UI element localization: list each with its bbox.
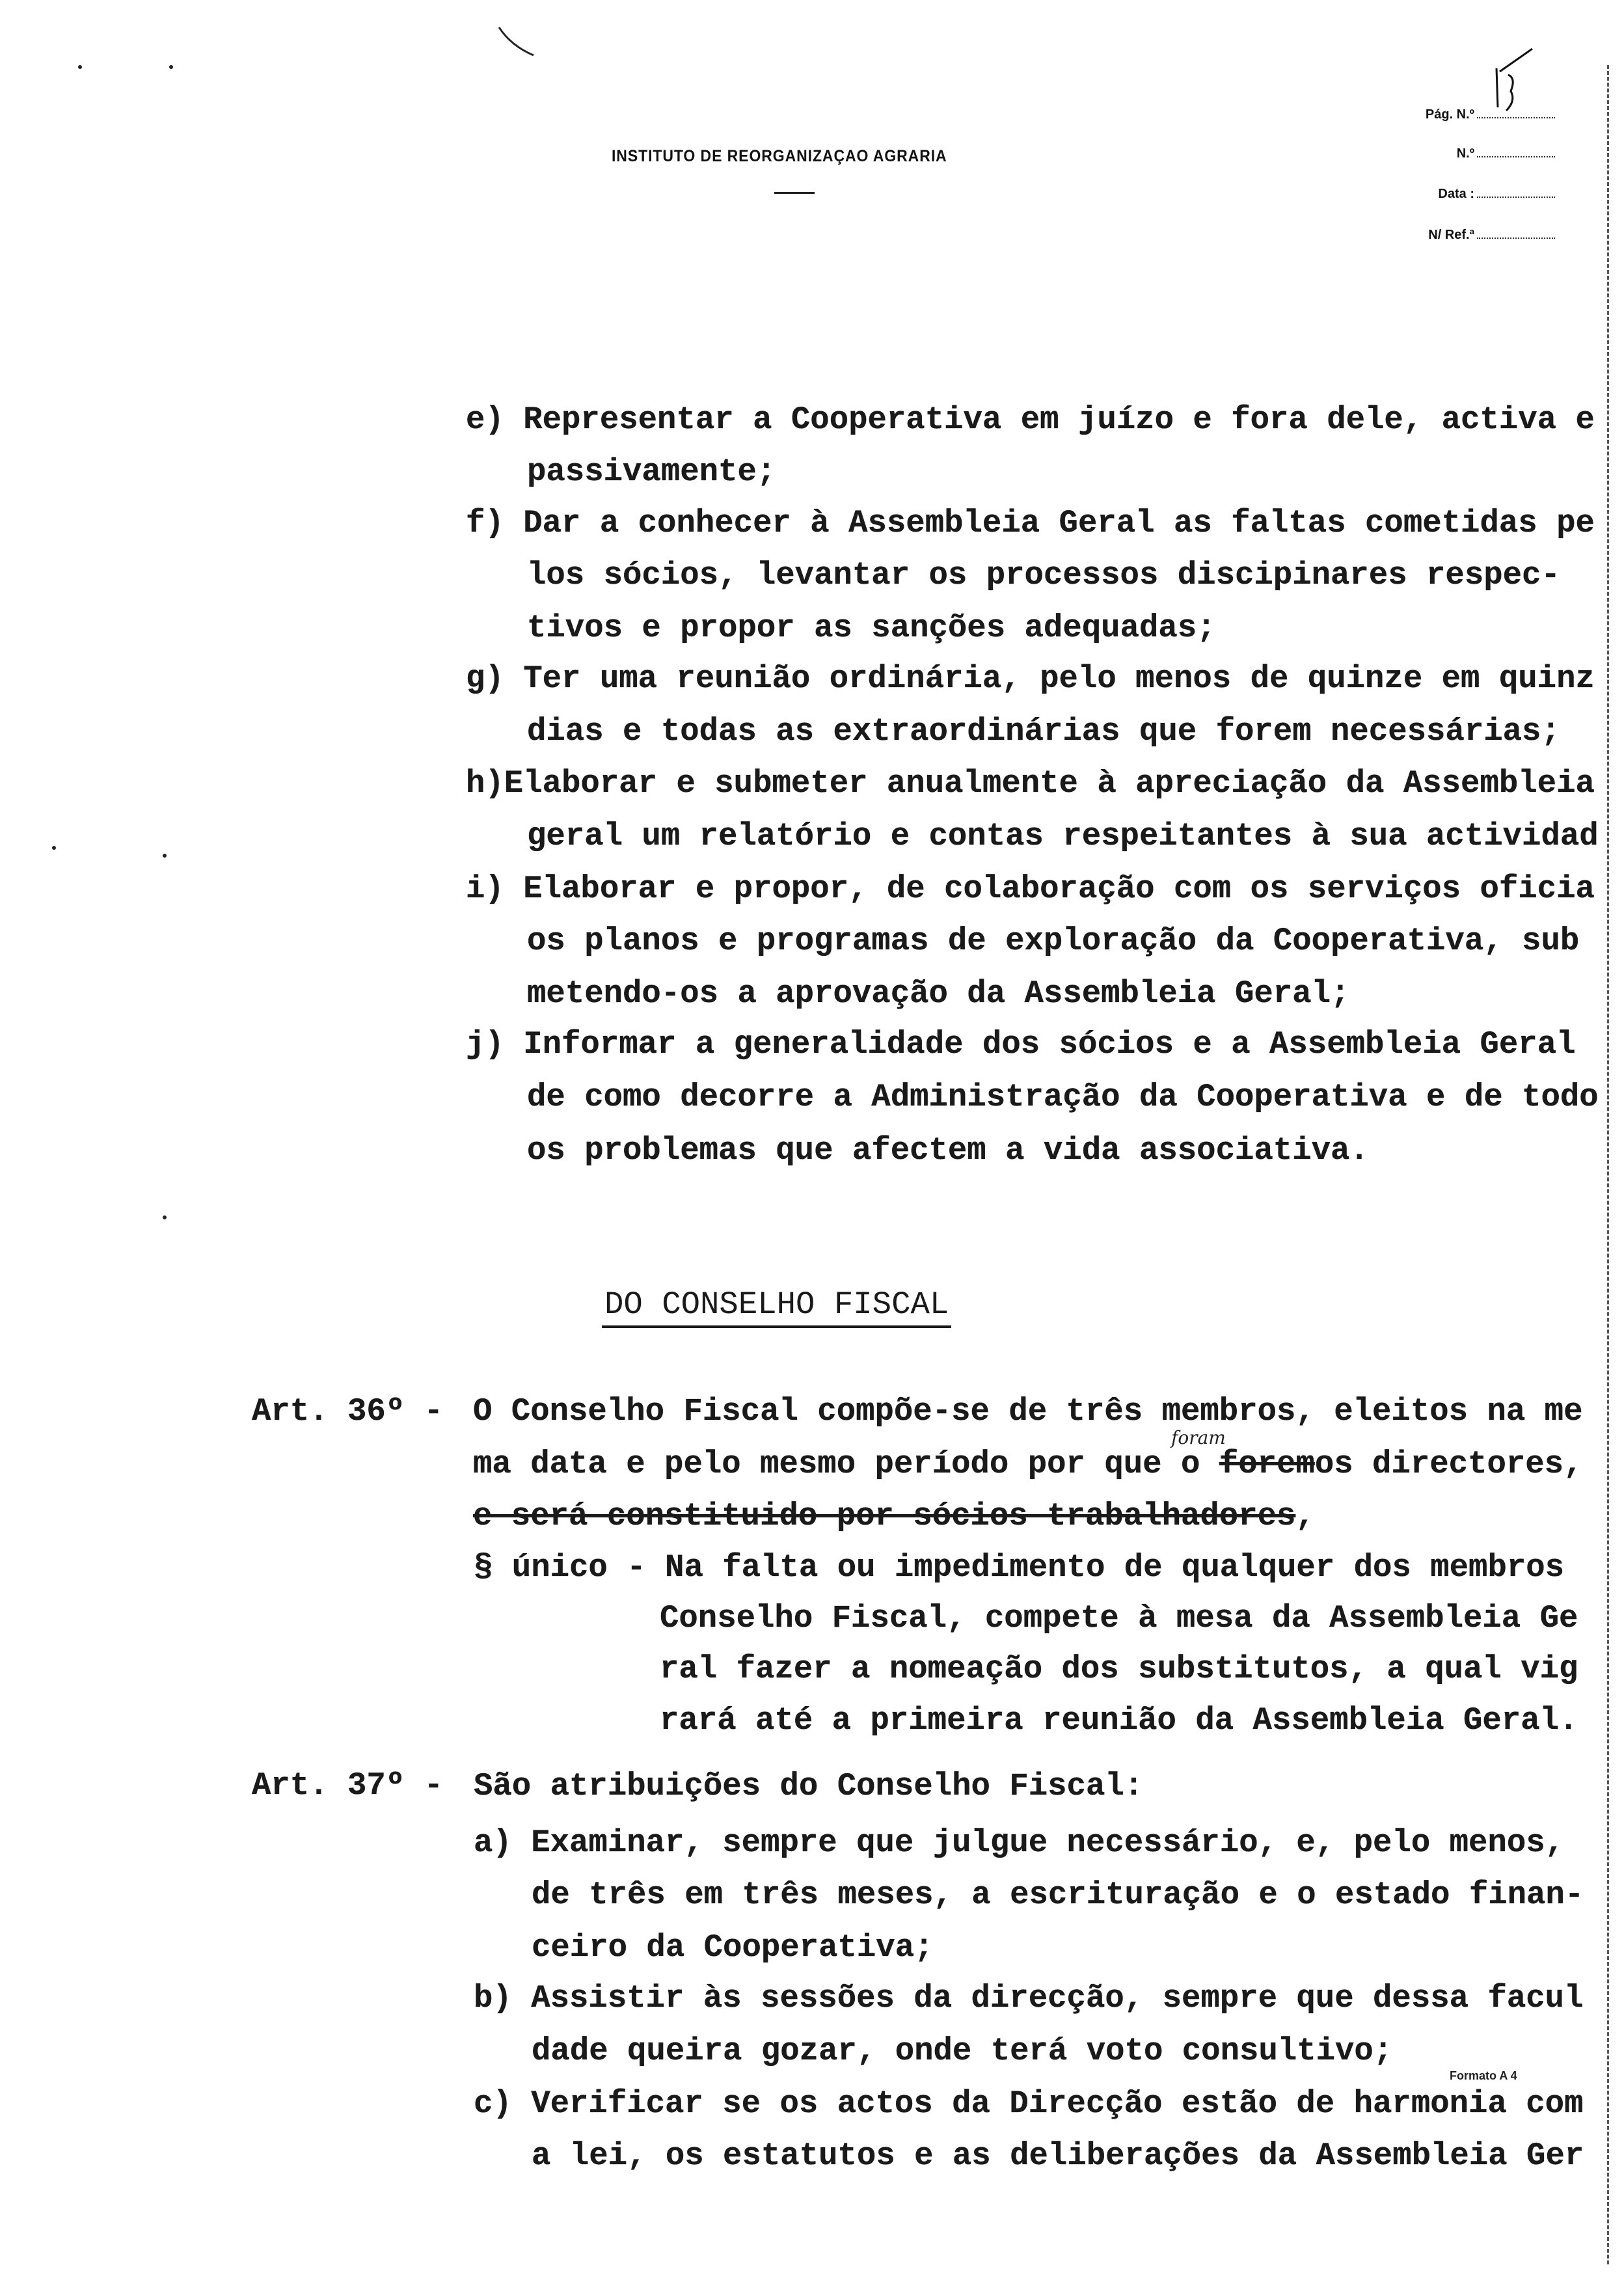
article-37-line: de três em três meses, a escrituração e o estado finan- (532, 1877, 1584, 1913)
article-37-line: a lei, os estatutos e as deliberações da Assembleia Ger (532, 2138, 1584, 2174)
article-37-line: b) Assistir às sessões da direcção, sempre que dessa facul (474, 1980, 1584, 2016)
field-label: Pág. N.º (1425, 107, 1474, 122)
struck-text: forem (1219, 1446, 1315, 1482)
paragraph-line: § único - Na falta ou impedimento de qualquer dos membros (474, 1549, 1565, 1586)
text: ma data e pelo mesmo período por que o (473, 1446, 1219, 1482)
list-item-line: dias e todas as extraordinárias que forem necessárias; (527, 713, 1560, 750)
list-item-line: tivos e propor as sanções adequadas; (527, 610, 1216, 646)
list-item-line: geral um relatório e contas respeitantes à sua actividad (527, 818, 1599, 854)
handwritten-insertion: foram (1171, 1427, 1226, 1448)
list-item-line: j) Informar a generalidade dos sócios e a Assembleia Geral (466, 1026, 1576, 1063)
paper-format-label: Formato A 4 (1450, 2069, 1517, 2082)
field-label: N.º (1456, 146, 1474, 161)
article-37-line: dade queira gozar, onde terá voto consultivo; (532, 2033, 1393, 2069)
article-37-line: c) Verificar se os actos da Direcção estão de harmonia com (474, 2085, 1584, 2122)
article-37-line: São atribuições do Conselho Fiscal: (474, 1768, 1144, 1804)
field-label: Data : (1438, 187, 1474, 201)
list-item-line: i) Elaborar e propor, de colaboração com os serviços oficia (466, 871, 1595, 907)
article-37-line: a) Examinar, sempre que julgue necessário, e, pelo menos, (474, 1825, 1565, 1861)
list-item-line: g) Ter uma reunião ordinária, pelo menos de quinze em quinz (466, 660, 1595, 697)
list-item-line: f) Dar a conhecer à Assembleia Geral as faltas cometidas pe (466, 505, 1595, 541)
list-item-line: os planos e programas de exploração da Cooperativa, sub (527, 923, 1580, 959)
list-item-line: los sócios, levantar os processos discipinares respec- (527, 557, 1560, 593)
article-36-line (473, 1500, 1315, 1532)
section-heading: DO CONSELHO FISCAL (602, 1285, 951, 1328)
article-label: Art. 36º - (252, 1393, 444, 1430)
text: os directores, (1314, 1446, 1583, 1482)
list-item-line: metendo-os a aprovação da Assembleia Geral; (527, 975, 1350, 1012)
struck-text: e será constituido por sócios trabalhadores (473, 1498, 1296, 1534)
paragraph-line: ral fazer a nomeação dos substitutos, a qual vig (660, 1651, 1578, 1687)
list-item-line: os problemas que afectem a vida associativa. (527, 1132, 1369, 1169)
paragraph-line: rará até a primeira reunião da Assembleia Geral. (660, 1702, 1578, 1739)
article-37-line: ceiro da Cooperativa; (532, 1929, 934, 1966)
field-label: N/ Ref.ª (1428, 228, 1474, 242)
list-item-line: de como decorre a Administração da Cooperativa e de todo (527, 1079, 1599, 1115)
article-36-line (473, 1448, 1583, 1480)
text: , (1295, 1498, 1315, 1534)
institute-name: INSTITUTO DE REORGANIZAÇAO AGRARIA (612, 147, 947, 165)
list-item-line: passivamente; (527, 454, 776, 490)
list-item-line: e) Representar a Cooperativa em juízo e fora dele, activa e (466, 401, 1595, 438)
article-label: Art. 37º - (252, 1767, 444, 1804)
list-item-line: h)Elaborar e submeter anualmente à apreciação da Assembleia (466, 765, 1595, 802)
paragraph-line: Conselho Fiscal, compete à mesa da Assembleia Ge (660, 1600, 1578, 1636)
article-36-line: O Conselho Fiscal compõe-se de três membros, eleitos na me (473, 1393, 1583, 1430)
